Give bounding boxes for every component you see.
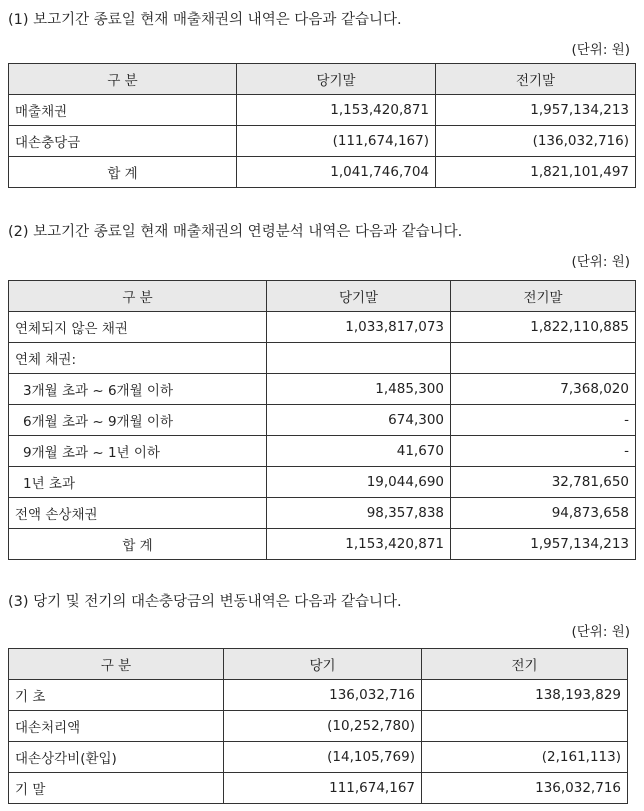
prior-value: 138,193,829	[422, 680, 628, 711]
table-header-row	[9, 649, 628, 680]
row-label: 대손상각비(환입)	[9, 742, 224, 773]
row-label: 합 계	[9, 529, 267, 560]
header-current: 당기	[224, 649, 422, 680]
allowance-table	[8, 648, 628, 804]
table-row	[9, 680, 628, 711]
table-row	[9, 711, 628, 742]
current-value: (14,105,769)	[224, 742, 422, 773]
prior-value: 1,957,134,213	[436, 95, 636, 126]
prior-value: 94,873,658	[451, 498, 636, 529]
current-value: (10,252,780)	[224, 711, 422, 742]
table-header-row	[9, 64, 636, 95]
row-label: 3개월 초과 ~ 6개월 이하	[9, 374, 267, 405]
table-row	[9, 467, 636, 498]
total-row	[9, 157, 636, 188]
current-value: 111,674,167	[224, 773, 422, 804]
prior-value: -	[451, 405, 636, 436]
current-value	[267, 343, 451, 374]
section1-heading: (1) 보고기간 종료일 현재 매출채권의 내역은 다음과 같습니다.	[8, 12, 402, 28]
prior-value: 1,822,110,885	[451, 312, 636, 343]
current-value: 98,357,838	[267, 498, 451, 529]
row-label: 연체 채권:	[9, 343, 267, 374]
table-row	[9, 343, 636, 374]
table-row	[9, 374, 636, 405]
current-value: 1,153,420,871	[237, 95, 436, 126]
table-row	[9, 742, 628, 773]
aging-table	[8, 280, 636, 560]
prior-value: (2,161,113)	[422, 742, 628, 773]
current-value: 19,044,690	[267, 467, 451, 498]
row-label: 9개월 초과 ~ 1년 이하	[9, 436, 267, 467]
prior-value: 32,781,650	[451, 467, 636, 498]
prior-value: 1,821,101,497	[436, 157, 636, 188]
table-row	[9, 95, 636, 126]
table-row	[9, 436, 636, 467]
row-label: 전액 손상채권	[9, 498, 267, 529]
prior-value: 7,368,020	[451, 374, 636, 405]
header-prior: 전기말	[451, 281, 636, 312]
row-label: 대손충당금	[9, 126, 237, 157]
header-prior: 전기말	[436, 64, 636, 95]
prior-value: (136,032,716)	[436, 126, 636, 157]
section3-unit: (단위: 원)	[571, 624, 630, 640]
current-value: 41,670	[267, 436, 451, 467]
table-row	[9, 126, 636, 157]
current-value: 1,153,420,871	[267, 529, 451, 560]
table-row	[9, 405, 636, 436]
current-value: (111,674,167)	[237, 126, 436, 157]
row-label: 6개월 초과 ~ 9개월 이하	[9, 405, 267, 436]
header-current: 당기말	[267, 281, 451, 312]
table-row	[9, 498, 636, 529]
table-row	[9, 773, 628, 804]
prior-value: 1,957,134,213	[451, 529, 636, 560]
row-label: 매출채권	[9, 95, 237, 126]
table-row	[9, 312, 636, 343]
prior-value: 136,032,716	[422, 773, 628, 804]
current-value: 1,041,746,704	[237, 157, 436, 188]
header-prior: 전기	[422, 649, 628, 680]
prior-value	[451, 343, 636, 374]
section3-heading: (3) 당기 및 전기의 대손충당금의 변동내역은 다음과 같습니다.	[8, 594, 402, 610]
row-label: 합 계	[9, 157, 237, 188]
row-label: 대손처리액	[9, 711, 224, 742]
header-category: 구 분	[9, 64, 237, 95]
header-current: 당기말	[237, 64, 436, 95]
total-row	[9, 529, 636, 560]
row-label: 연체되지 않은 채권	[9, 312, 267, 343]
section1-unit: (단위: 원)	[571, 42, 630, 58]
current-value: 136,032,716	[224, 680, 422, 711]
prior-value: -	[451, 436, 636, 467]
header-category: 구 분	[9, 649, 224, 680]
row-label: 기 초	[9, 680, 224, 711]
section2-heading: (2) 보고기간 종료일 현재 매출채권의 연령분석 내역은 다음과 같습니다.	[8, 224, 463, 240]
table-header-row	[9, 281, 636, 312]
current-value: 674,300	[267, 405, 451, 436]
section2-unit: (단위: 원)	[571, 254, 630, 270]
header-category: 구 분	[9, 281, 267, 312]
row-label: 기 말	[9, 773, 224, 804]
current-value: 1,485,300	[267, 374, 451, 405]
prior-value	[422, 711, 628, 742]
row-label: 1년 초과	[9, 467, 267, 498]
receivables-table	[8, 63, 636, 188]
current-value: 1,033,817,073	[267, 312, 451, 343]
